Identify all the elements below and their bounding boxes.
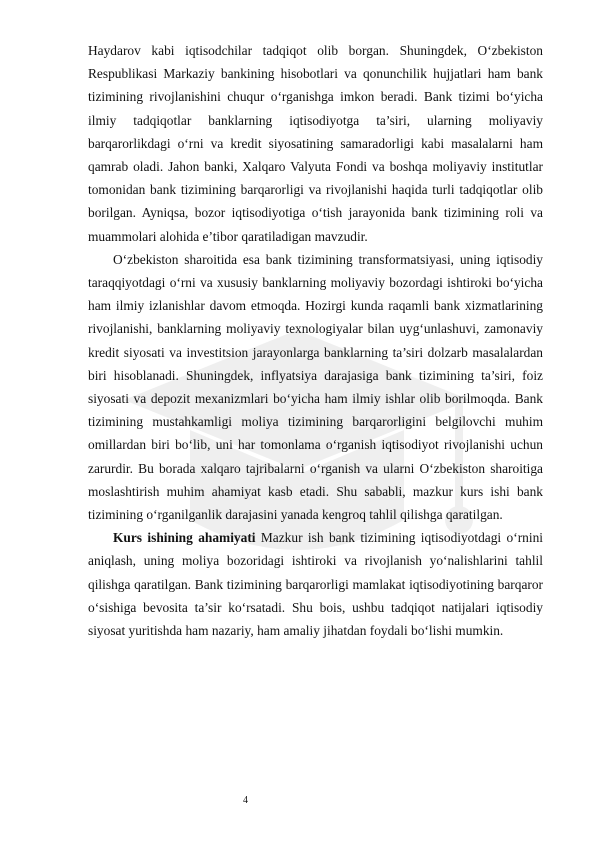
importance-body: Mazkur ish bank tizimining iqtisodiyotdagi o‘rnini aniqlash, uning moliya bozoridagi ishtiroki va rivojlanish yo‘nalishlarini tahlil qilishga qaratilgan. Bank tizimining barqarorligi mamlakat iqtisodiyotining barqaror o‘sishiga bevosita ta’sir ko‘rsatadi. Shu bois, ushbu tadqiqot natijalari iqtisodiy siyosat yuritishda ham nazariy, ham amaliy jihatdan foydali bo‘lishi mumkin. [88, 530, 543, 639]
importance-heading: Kurs ishining ahamiyati [113, 530, 256, 546]
paragraph-uzbekistan-context: O‘zbekiston sharoitida esa bank tizimining transformatsiyasi, uning iqtisodiy taraqqiyotdagi o‘rni va xususiy banklarning moliyaviy bozordagi ishtiroki bo‘yicha ham ilmiy izlanishlar davom etmoqda. Hozirgi kunda raqamli bank xizmatlarining rivojlanishi, banklarning moliyaviy texnologiyalar bilan uyg‘unlashuvi, zamonaviy kredit siyosati va investitsion jarayonlarga banklarning ta’siri dolzarb masalalardan biri hisoblanadi. Shuningdek, inflyatsiya darajasiga bank tizimining ta’siri, foiz siyosati va depozit mexanizmlari bo‘yicha ham ilmiy ishlar olib borilmoqda. Bank tizimining mustahkamligi moliya tizimining barqarorligini belgilovchi muhim omillardan biri bo‘lib, uni har tomonlama o‘rganish iqtisodiyot rivojlanishi uchun zarurdir. Bu borada xalqaro tajribalarni o‘rganish va ularni O‘zbekiston sharoitiga moslashtirish muhim ahamiyat kasb etadi. Shu sababli, mazkur kurs ishi bank tizimining o‘rganilganlik darajasini yanada kengroq tahlil qilishga qaratilgan. [88, 251, 543, 523]
paragraph-research-overview: Haydarov kabi iqtisodchilar tadqiqot olib borgan. Shuningdek, O‘zbekiston Respublikasi Markaziy bankining hisobotlari va qonunchilik hujjatlari ham bank tizimining rivojlanishini chuqur o‘rganishga imkon beradi. Bank tizimi bo‘yicha ilmiy tadqiqotlar banklarning iqtisodiyotga ta’siri, ularning moliyaviy barqarorlikdagi o‘rni va kredit siyosatining samaradorligi kabi masalalarni ham qamrab oladi. Jahon banki, Xalqaro Valyuta Fondi va boshqa moliyaviy institutlar tomonidan bank tizimining barqarorligi va rivojlanishi haqida turli tadqiqotlar olib borilgan. Ayniqsa, bozor iqtisodiyotiga o‘tish jarayonida bank tizimining roli va muammolari alohida e’tibor qaratiladigan mavzudir. [88, 43, 543, 244]
document-body [88, 39, 543, 642]
page-number: 4 [243, 795, 248, 806]
paragraph-importance [88, 526, 543, 642]
